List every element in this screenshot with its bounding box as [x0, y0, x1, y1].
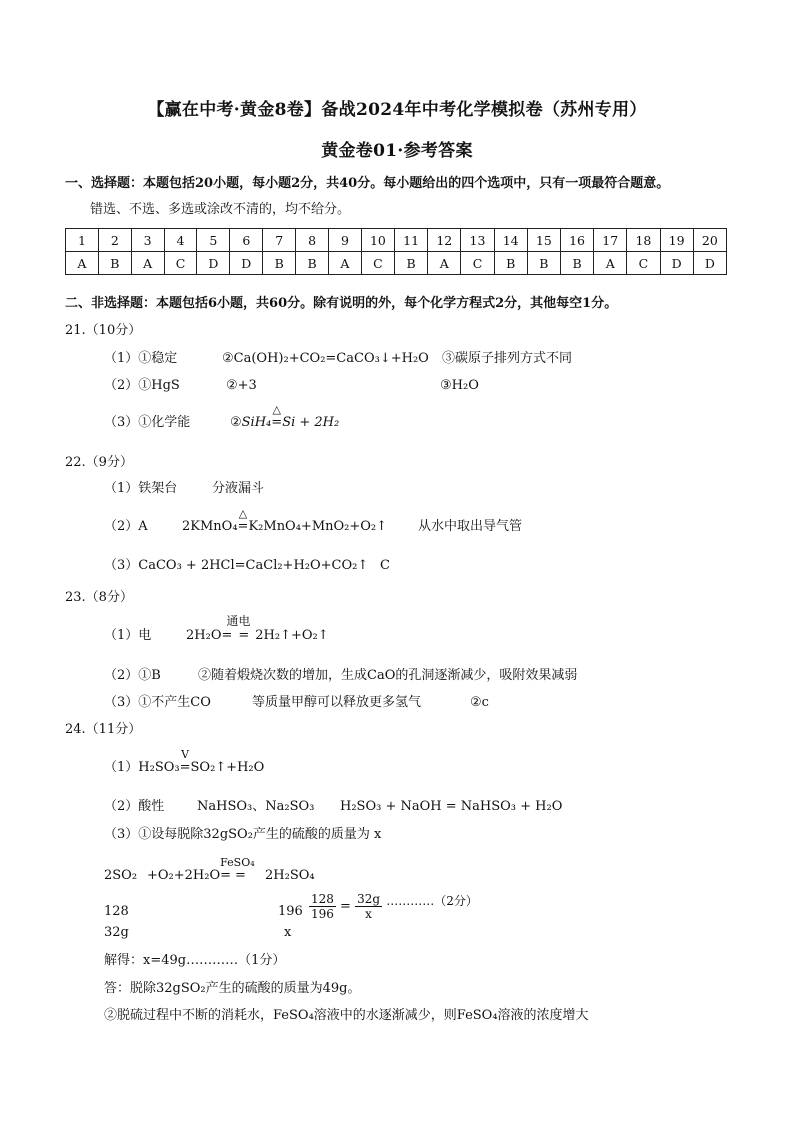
q23-2-b: ②随着煅烧次数的增加，生成CaO的孔洞逐渐减少，吸附效果减弱	[198, 668, 578, 683]
q23-1-equation: 2H₂O== 通电 2H₂↑+O₂↑	[186, 614, 329, 643]
q22-2-c: 从水中取出导气管	[418, 519, 523, 534]
q23-heading: 23.（8分）	[65, 590, 133, 605]
q24-2-b: NaHSO₃、Na₂SO₃	[197, 799, 315, 814]
q21-1-c: ③碳原子排列方式不同	[442, 351, 573, 366]
question-number-cell: 13	[461, 229, 494, 252]
question-number-cell: 11	[395, 229, 428, 252]
solve-line: 解得：x=49g…………（1分）	[104, 953, 286, 968]
q23-3-b: 等质量甲醇可以释放更多氢气	[252, 695, 422, 710]
answer-cell: B	[527, 252, 560, 275]
q21-3-equation: ②SiH₄= △ Si + 2H₂	[230, 403, 340, 430]
question-number-cell: 5	[197, 229, 230, 252]
answer-cell: B	[494, 252, 527, 275]
answer-cell: A	[594, 252, 627, 275]
q22-2-equation: 2KMnO₄= △ K₂MnO₄+MnO₂+O₂↑	[182, 507, 388, 534]
answer-cell: A	[428, 252, 461, 275]
mass-b1: 196	[278, 904, 303, 919]
question-number-cell: 9	[328, 229, 361, 252]
answer-cell: C	[461, 252, 494, 275]
section1-intro: 一、选择题：本题包括20小题，每小题2分，共40分。每小题给出的四个选项中，只有一项最符合题意。	[65, 176, 670, 191]
answer-cell: C	[164, 252, 197, 275]
answer-cell: D	[230, 252, 263, 275]
q22-1-b: 分液漏斗	[212, 481, 265, 496]
answer-line: 答：脱除32gSO₂产生的硫酸的质量为49g。	[104, 981, 361, 996]
question-number-cell: 6	[230, 229, 263, 252]
answer-cell: C	[627, 252, 660, 275]
answer-cell: D	[660, 252, 693, 275]
mass-a2: 32g	[104, 925, 129, 940]
answer-table-numbers	[66, 229, 727, 252]
page-subtitle: 黄金卷01·参考答案	[321, 141, 473, 161]
answer-cell: B	[560, 252, 593, 275]
answer-cell: B	[263, 252, 296, 275]
answer-cell: B	[98, 252, 131, 275]
q21-2-c: ③H₂O	[440, 378, 479, 393]
q22-heading: 22.（9分）	[65, 455, 133, 470]
answer-table	[65, 228, 727, 275]
mass-b2: x	[284, 925, 292, 940]
calc-equation: +O₂+2H₂O== FeSO₄	[147, 856, 255, 883]
q24-heading: 24.（11分）	[65, 722, 142, 737]
calc-reactant: 2SO₂	[104, 868, 138, 883]
question-number-cell: 17	[594, 229, 627, 252]
answer-cell: B	[296, 252, 329, 275]
question-number-cell: 10	[361, 229, 394, 252]
calc-product: 2H₂SO₄	[265, 868, 315, 883]
question-number-cell: 15	[527, 229, 560, 252]
question-number-cell: 16	[560, 229, 593, 252]
answer-table-answers	[66, 252, 727, 275]
question-number-cell: 2	[98, 229, 131, 252]
q24-2-equation: H₂SO₃ + NaOH = NaHSO₃ + H₂O	[340, 799, 563, 814]
question-number-cell: 7	[263, 229, 296, 252]
q23-3-c: ②c	[470, 695, 489, 710]
q22-2-a: （2）A	[104, 519, 148, 534]
q23-3-a: （3）①不产生CO	[104, 695, 211, 710]
question-number-cell: 12	[428, 229, 461, 252]
q21-2-b: ②+3	[226, 378, 257, 393]
question-number-cell: 3	[131, 229, 164, 252]
q24-1-equation: （1）H₂SO₃= V SO₂↑+H₂O	[104, 748, 265, 775]
question-number-cell: 19	[660, 229, 693, 252]
question-number-cell: 18	[627, 229, 660, 252]
question-number-cell: 4	[164, 229, 197, 252]
answer-cell: C	[361, 252, 394, 275]
answer-cell: D	[197, 252, 230, 275]
answer-cell: D	[693, 252, 726, 275]
answer-cell: A	[131, 252, 164, 275]
section1-intro-2: 错选、不选、多选或涂改不清的，均不给分。	[90, 202, 351, 217]
q23-2-a: （2）①B	[104, 668, 161, 683]
q21-2-a: （2）①HgS	[104, 378, 180, 393]
q24-3-b: ②脱硫过程中不断的消耗水，FeSO₄溶液中的水逐渐减少，则FeSO₄溶液的浓度增大	[104, 1008, 589, 1023]
mass-a1: 128	[104, 904, 129, 919]
answer-cell: A	[66, 252, 99, 275]
q21-1-equation: ②Ca(OH)₂+CO₂=CaCO₃↓+H₂O	[222, 351, 429, 366]
q24-2-a: （2）酸性	[104, 799, 165, 814]
q22-3-c: C	[380, 558, 390, 573]
q21-3-a: （3）①化学能	[104, 415, 191, 430]
q21-1-a: （1）①稳定	[104, 351, 178, 366]
question-number-cell: 1	[66, 229, 99, 252]
answer-cell: A	[328, 252, 361, 275]
question-number-cell: 8	[296, 229, 329, 252]
q21-heading: 21.（10分）	[65, 323, 142, 338]
page-title: 【赢在中考·黄金8卷】备战2024年中考化学模拟卷（苏州专用）	[147, 100, 647, 120]
q24-3-intro: （3）①设每脱除32gSO₂产生的硫酸的质量为 x	[104, 827, 382, 842]
q23-1-a: （1）电	[104, 628, 152, 643]
q22-1-a: （1）铁架台	[104, 481, 178, 496]
answer-cell: B	[395, 252, 428, 275]
proportion: $\frac{128}{196}$ = $\frac{32g}{x}$ …………（2分）	[311, 892, 478, 921]
q22-3-equation: （3）CaCO₃ + 2HCl=CaCl₂+H₂O+CO₂↑	[104, 558, 369, 573]
question-number-cell: 20	[693, 229, 726, 252]
section2-intro: 二、非选择题：本题包括6小题，共60分。除有说明的外，每个化学方程式2分，其他每空1分。	[65, 296, 618, 311]
question-number-cell: 14	[494, 229, 527, 252]
